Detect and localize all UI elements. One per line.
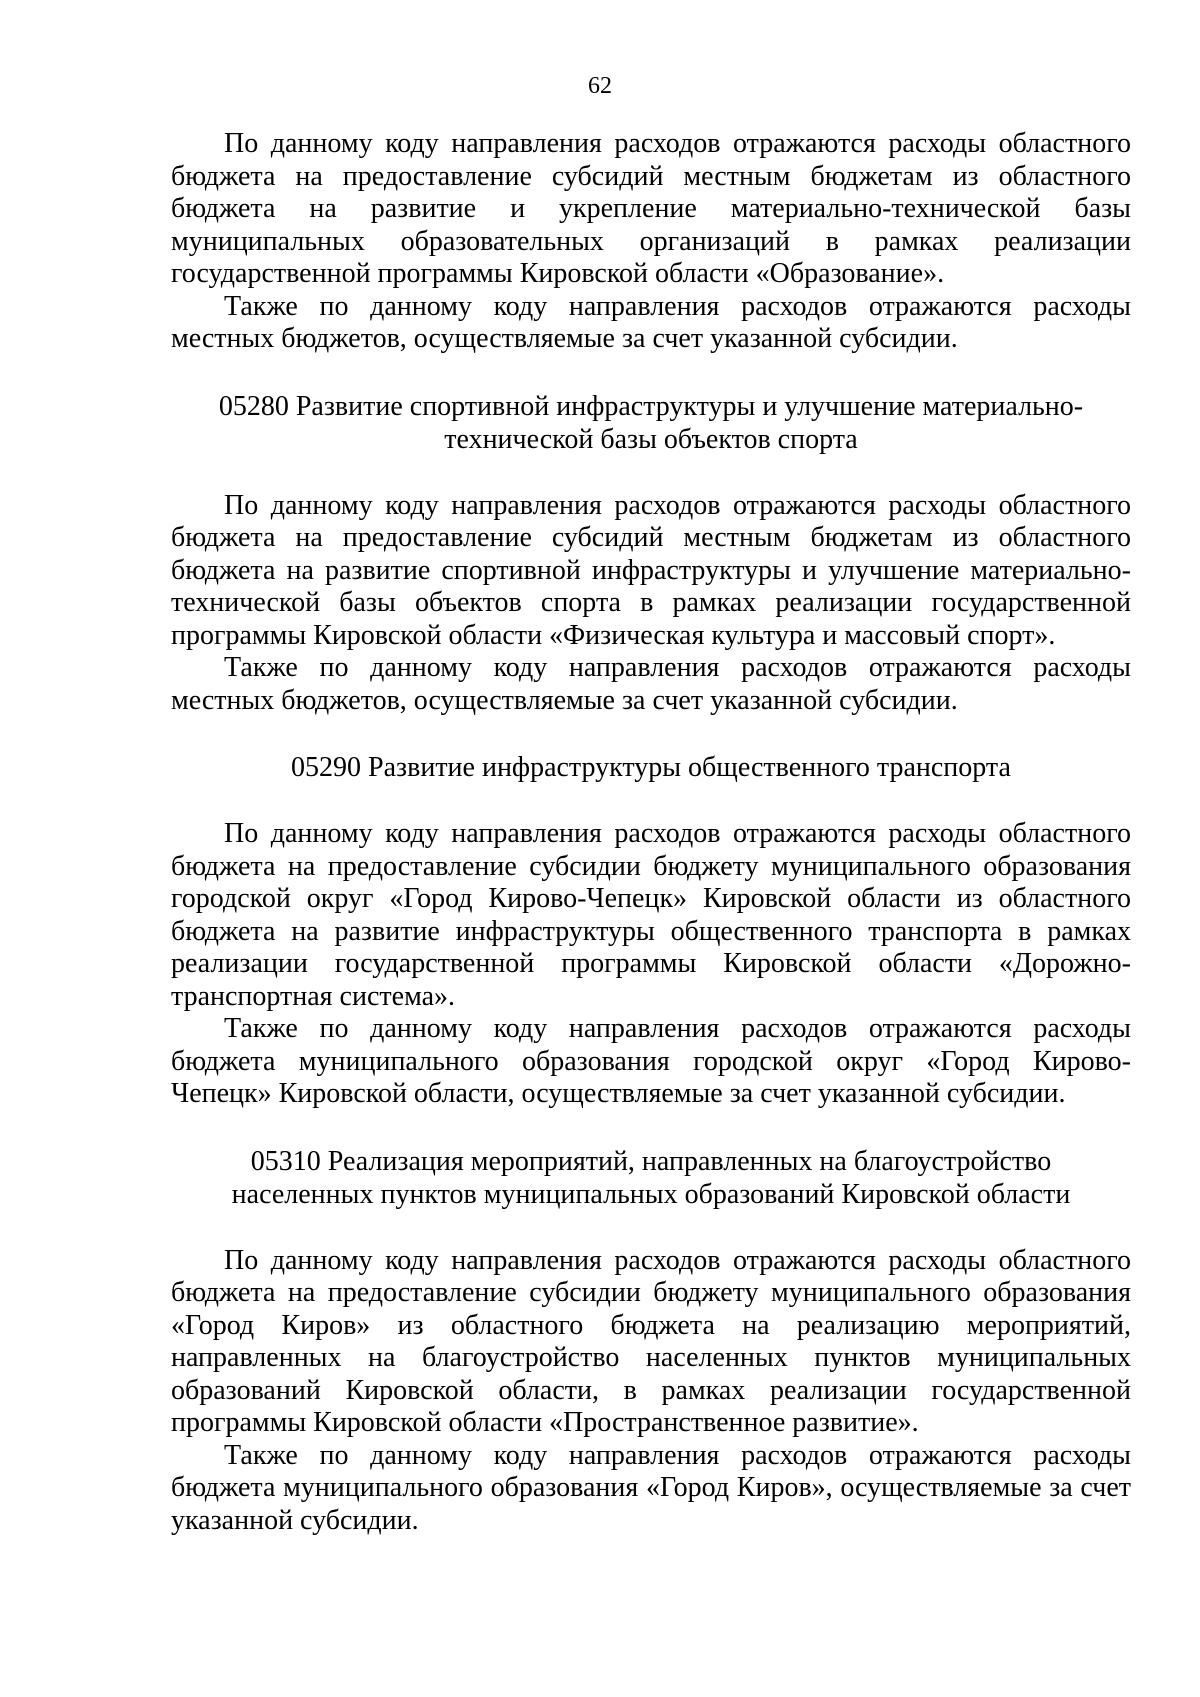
section-heading [211, 751, 1091, 784]
heading-line: 05310 Реализация мероприятий, направленных на благоустройство [250, 1145, 1052, 1177]
section-heading [211, 390, 1091, 456]
heading-line: 05280 Развитие спортивной инфраструктуры и улучшение материально- [218, 390, 1084, 422]
section-05280 [171, 390, 1131, 718]
document-body [171, 128, 1131, 1537]
paragraph: По данному коду направления расходов отражаются расходы областного бюджета на предоставление субсидии бюджету муниципального образования «Город Киров» из областного бюджета на реализацию мероприятий, направленных на благоустройство населенных пунктов муниципальных образований Кировской области, в рамках реализации государственной программы Кировской области «Пространственное развитие». [171, 1244, 1131, 1438]
section-intro [171, 128, 1131, 356]
section-05290 [171, 751, 1131, 1111]
heading-line: населенных пунктов муниципальных образований Кировской области [231, 1178, 1071, 1210]
paragraph: Также по данному коду направления расходов отражаются расходы бюджета муниципального образования «Город Киров», осуществляемые за счет указанной субсидии. [171, 1439, 1131, 1536]
paragraph: Также по данному коду направления расходов отражаются расходы бюджета муниципального образования городской округ «Город Кирово-Чепецк» Кировской области, осуществляемые за счет указанной субсидии. [171, 1013, 1131, 1109]
heading-line: технической базы объектов спорта [444, 423, 858, 455]
paragraph: По данному коду направления расходов отражаются расходы областного бюджета на предоставление субсидии бюджету муниципального образования городской округ «Город Кирово-Чепецк» Кировской области из областного бюджета на развитие инфраструктуры общественного транспорта в рамках реализации государственной программы Кировской области «Дорожно-транспортная система». [171, 818, 1131, 1012]
page-number: 62 [588, 73, 612, 99]
paragraph: Также по данному коду направления расходов отражаются расходы местных бюджетов, осуществляемые за счет указанной субсидии. [171, 290, 1131, 354]
paragraph: Также по данному коду направления расходов отражаются расходы местных бюджетов, осуществляемые за счет указанной субсидии. [171, 652, 1131, 716]
paragraph: По данному коду направления расходов отражаются расходы областного бюджета на предоставление субсидий местным бюджетам из областного бюджета на развитие спортивной инфраструктуры и улучшение материально-технической базы объектов спорта в рамках реализации государственной программы Кировской области «Физическая культура и массовый спорт». [171, 489, 1131, 651]
heading-line: 05290 Развитие инфраструктуры общественного транспорта [291, 752, 1011, 783]
paragraph: По данному коду направления расходов отражаются расходы областного бюджета на предоставление субсидий местным бюджетам из областного бюджета на развитие и укрепление материально-технической базы муниципальных образовательных организаций в рамках реализации государственной программы Кировской области «Образование». [171, 128, 1131, 289]
section-05310 [171, 1145, 1131, 1538]
section-heading [211, 1145, 1091, 1211]
